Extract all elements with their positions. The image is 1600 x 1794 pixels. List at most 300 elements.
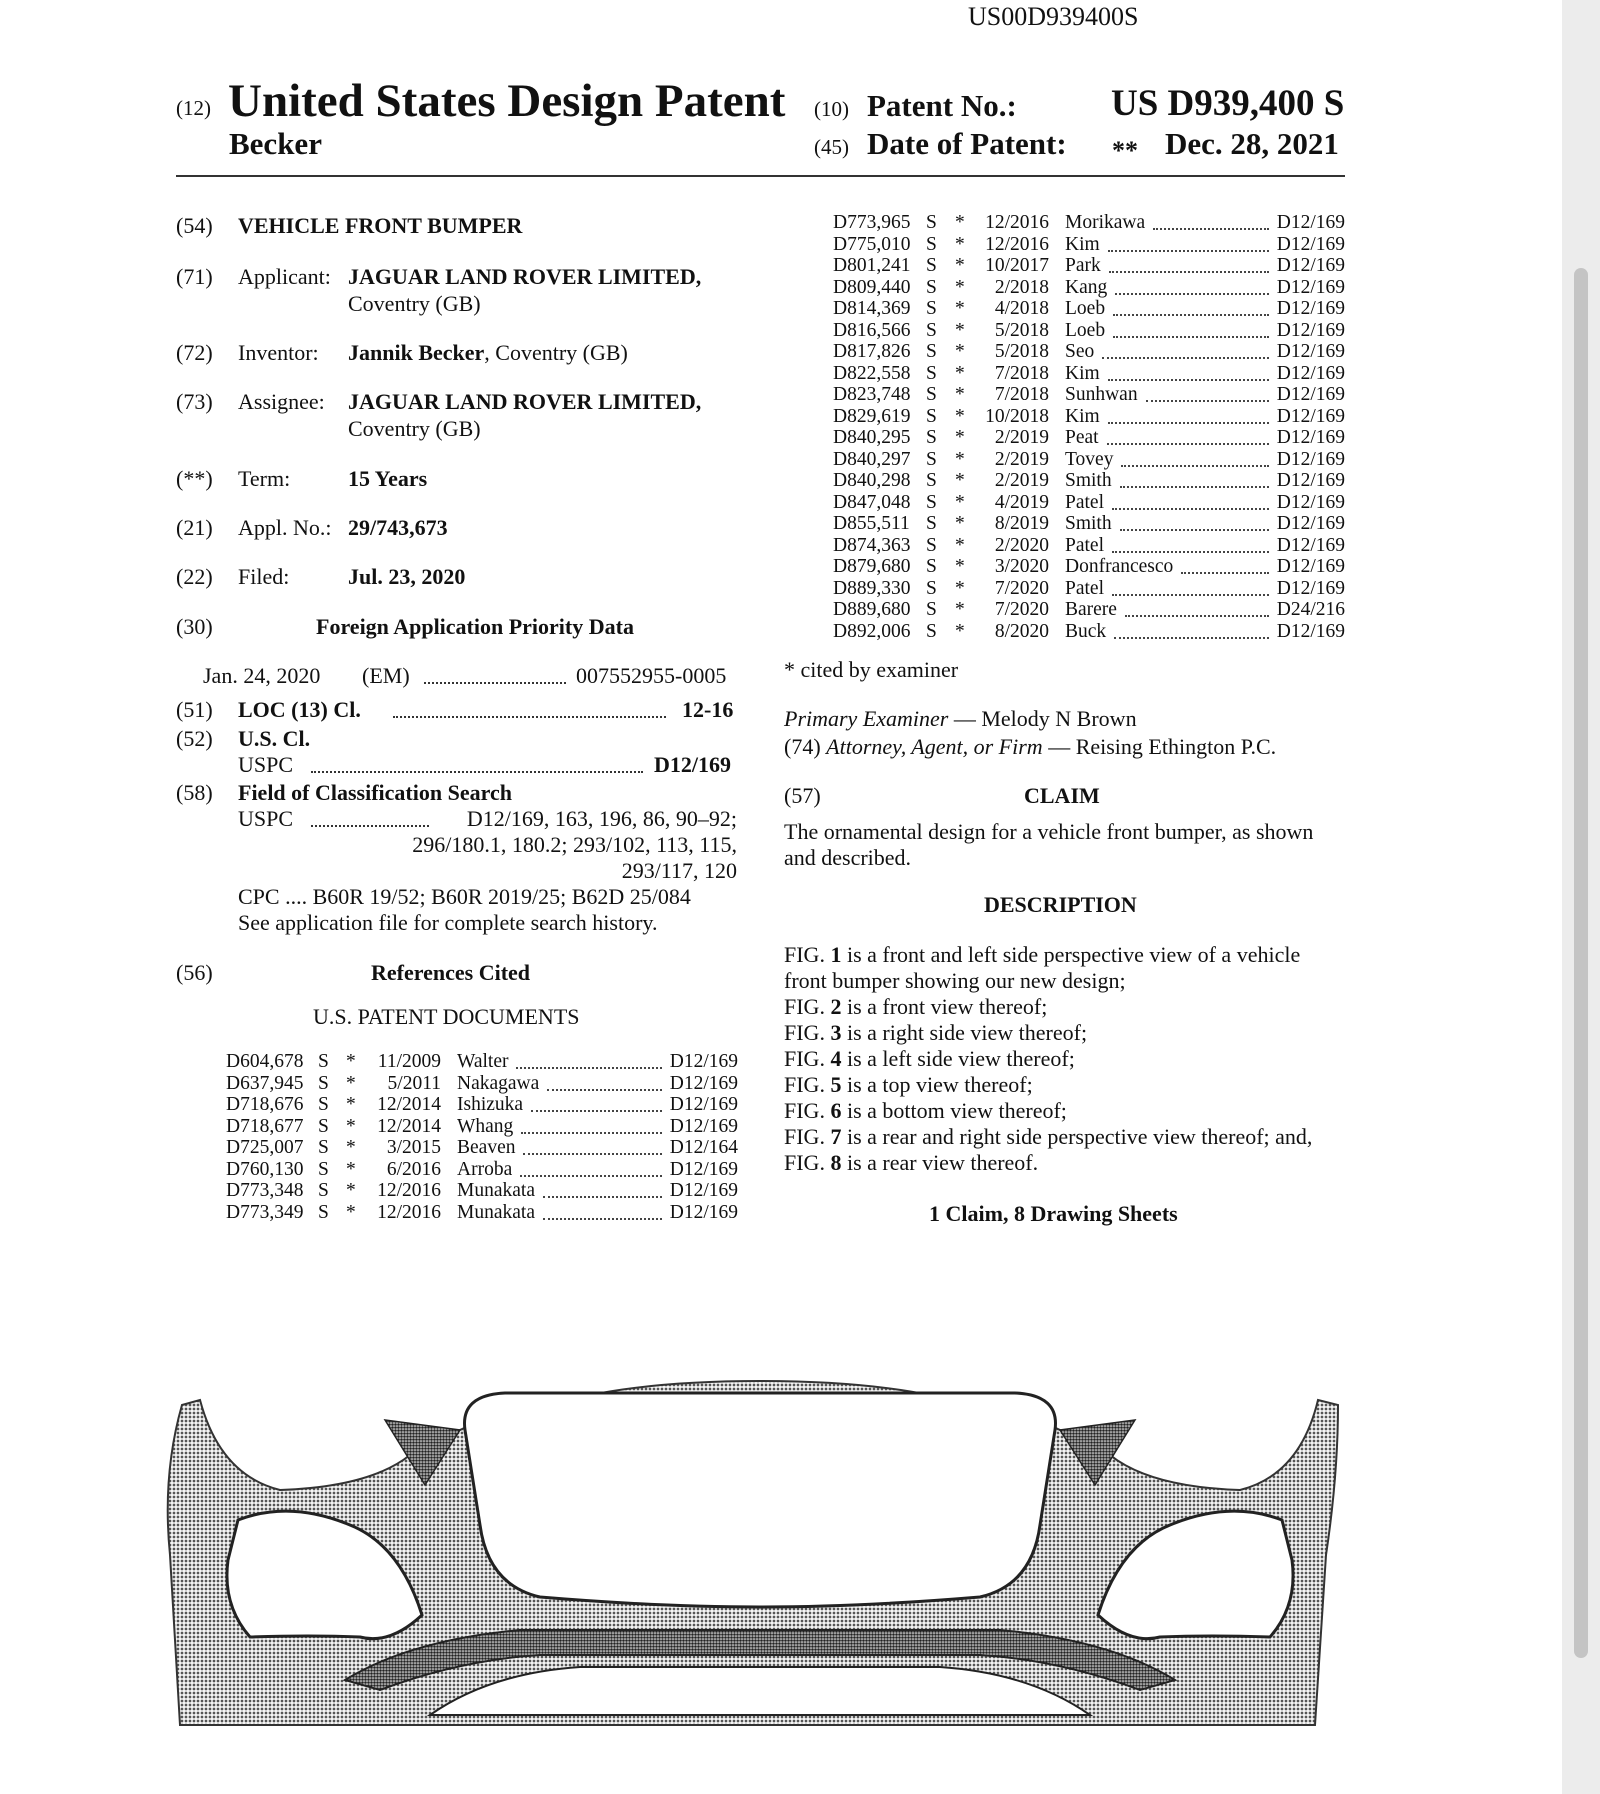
reference-leader: [521, 1132, 661, 1134]
attorney-name: Reising Ethington P.C.: [1075, 734, 1277, 759]
field-cpc: CPC .... B60R 19/52; B60R 2019/25; B62D 25/084: [238, 884, 691, 909]
assignee-label: Assignee:: [238, 389, 325, 414]
applicant-name: JAGUAR LAND ROVER LIMITED,: [348, 264, 702, 289]
reference-number: D829,619: [833, 405, 911, 427]
cited-star: *: [346, 1094, 356, 1115]
reference-leader: [1120, 529, 1269, 531]
reference-row: [833, 535, 1345, 557]
reference-date: 7/2020: [994, 599, 1049, 620]
reference-inventor: Arroba: [457, 1158, 513, 1180]
attorney-line: [784, 734, 1276, 760]
cited-star: *: [955, 276, 965, 298]
reference-leader: [1113, 314, 1269, 316]
reference-class: D12/164: [669, 1137, 738, 1158]
filed-label: Filed:: [238, 564, 290, 589]
description-line: [784, 1020, 1087, 1046]
reference-row: [833, 277, 1345, 299]
reference-leader: [1112, 508, 1269, 510]
reference-kind: S: [926, 405, 937, 427]
reference-leader: [523, 1153, 661, 1155]
claim-code: (57): [784, 783, 821, 808]
reference-leader: [1102, 357, 1269, 359]
attorney-dash: —: [1042, 734, 1076, 759]
reference-class: D12/169: [1276, 556, 1345, 577]
fig-description: is a top view thereof;: [841, 1072, 1033, 1097]
examiner-line: [784, 706, 1137, 732]
reference-inventor: Sunhwan: [1065, 384, 1138, 405]
priority-date: Jan. 24, 2020: [203, 663, 321, 688]
fig-prefix: FIG.: [784, 1020, 831, 1045]
reference-inventor: Whang: [457, 1115, 514, 1137]
reference-leader: [1121, 465, 1268, 467]
reference-inventor: Tovey: [1065, 448, 1114, 470]
reference-row: [833, 212, 1345, 234]
uscl-code: (52): [176, 726, 213, 751]
priority-code: (30): [176, 614, 213, 639]
reference-inventor: Seo: [1065, 341, 1095, 362]
fig-description: front bumper showing our new design;: [784, 968, 1126, 993]
field-code: (58): [176, 780, 213, 805]
reference-inventor: Beaven: [457, 1137, 516, 1158]
reference-row: [833, 599, 1345, 621]
code-45: (45): [814, 135, 849, 159]
refs-code: (56): [176, 960, 213, 985]
claim-text-2: and described.: [784, 845, 912, 870]
reference-class: D12/169: [669, 1201, 738, 1223]
reference-row: [833, 384, 1345, 406]
reference-kind: S: [926, 599, 937, 620]
title: VEHICLE FRONT BUMPER: [238, 213, 523, 238]
claim-heading: CLAIM: [1024, 783, 1100, 808]
reference-row: [833, 427, 1345, 449]
reference-row: [226, 1137, 738, 1159]
priority-office: (EM): [362, 663, 410, 688]
code-10: (10): [814, 97, 849, 121]
field-heading: Field of Classification Search: [238, 780, 512, 805]
uscl-leader: [311, 771, 643, 773]
reference-leader: [1108, 422, 1269, 424]
applicant-code: (71): [176, 264, 213, 289]
reference-date: 7/2018: [994, 362, 1049, 384]
reference-kind: S: [926, 233, 937, 255]
reference-date: 8/2020: [994, 620, 1049, 642]
reference-row: [833, 578, 1345, 600]
reference-class: D12/169: [1276, 212, 1345, 233]
reference-inventor: Smith: [1065, 513, 1112, 534]
cited-star: *: [346, 1072, 356, 1094]
reference-inventor: Kim: [1065, 233, 1100, 255]
reference-date: 3/2015: [386, 1137, 441, 1158]
reference-number: D855,511: [833, 513, 910, 534]
reference-number: D773,965: [833, 212, 911, 233]
reference-date: 6/2016: [386, 1158, 441, 1180]
reference-date: 12/2014: [377, 1115, 441, 1137]
reference-inventor: Patel: [1065, 577, 1104, 599]
patent-date: Dec. 28, 2021: [1165, 126, 1339, 161]
reference-number: D718,677: [226, 1115, 304, 1137]
reference-date: 5/2018: [994, 341, 1049, 362]
title-code: (54): [176, 213, 213, 238]
fig-number: 3: [830, 1020, 842, 1045]
reference-class: D12/169: [1276, 362, 1345, 384]
cited-star: *: [955, 448, 965, 470]
description-heading: DESCRIPTION: [984, 892, 1137, 917]
reference-kind: S: [926, 255, 937, 276]
reference-kind: S: [926, 341, 937, 362]
reference-class: D12/169: [1276, 405, 1345, 427]
reference-leader: [543, 1218, 662, 1220]
reference-kind: S: [926, 362, 937, 384]
cited-star: *: [955, 470, 965, 491]
reference-date: 12/2016: [985, 233, 1049, 255]
reference-date: 12/2014: [377, 1094, 441, 1115]
reference-number: D889,680: [833, 599, 911, 620]
cited-star: *: [955, 298, 965, 319]
description-line: [784, 1150, 1038, 1176]
reference-kind: S: [926, 212, 937, 233]
uscl-label: U.S. Cl.: [238, 726, 311, 751]
reference-number: D773,348: [226, 1180, 304, 1201]
appl-code: (21): [176, 515, 213, 540]
reference-number: D760,130: [226, 1158, 304, 1180]
reference-inventor: Patel: [1065, 534, 1104, 556]
document-id: US00D939400S: [968, 2, 1139, 31]
examiner-name: Melody N Brown: [981, 706, 1137, 731]
reference-number: D801,241: [833, 255, 911, 276]
inventor-city: , Coventry (GB): [484, 340, 628, 365]
description-line: [784, 994, 1047, 1020]
reference-kind: S: [926, 620, 937, 642]
fig-description: is a left side view thereof;: [841, 1046, 1075, 1071]
cited-note: * cited by examiner: [784, 657, 959, 682]
reference-class: D12/169: [669, 1094, 738, 1115]
applicant-label: Applicant:: [238, 264, 331, 289]
reference-inventor: Patel: [1065, 491, 1104, 513]
reference-kind: S: [926, 491, 937, 513]
reference-kind: S: [926, 513, 937, 534]
inventor-line: [348, 340, 628, 366]
assignee-code: (73): [176, 389, 213, 414]
reference-inventor: Munakata: [457, 1201, 535, 1223]
fig-description: is a right side view thereof;: [841, 1020, 1088, 1045]
cited-star: *: [955, 577, 965, 599]
reference-date: 4/2019: [994, 491, 1049, 513]
reference-kind: S: [318, 1201, 329, 1223]
reference-number: D816,566: [833, 319, 911, 341]
field-uspc-label: USPC: [238, 806, 294, 831]
reference-class: D12/169: [1276, 534, 1345, 556]
fig-number: 8: [830, 1150, 842, 1175]
reference-row: [833, 513, 1345, 535]
reference-row: [833, 449, 1345, 471]
cited-star: *: [955, 427, 965, 448]
cited-star: *: [346, 1115, 356, 1137]
reference-date: 2/2020: [994, 534, 1049, 556]
reference-number: D637,945: [226, 1072, 304, 1094]
cited-star: *: [346, 1051, 356, 1072]
reference-row: [833, 298, 1345, 320]
reference-row: [833, 234, 1345, 256]
reference-row: [833, 255, 1345, 277]
fig-description: is a front view thereof;: [841, 994, 1048, 1019]
reference-leader: [1107, 443, 1269, 445]
reference-leader: [516, 1067, 661, 1069]
fig-description: is a rear view thereof.: [841, 1150, 1039, 1175]
grille-opening: [465, 1393, 1056, 1607]
reference-kind: S: [318, 1072, 329, 1094]
reference-number: D879,680: [833, 556, 911, 577]
reference-date: 5/2011: [387, 1072, 441, 1094]
reference-inventor: Kang: [1065, 276, 1108, 298]
cited-star: *: [955, 255, 965, 276]
term-code: (**): [176, 466, 213, 491]
reference-number: D814,369: [833, 298, 911, 319]
cited-star: *: [955, 384, 965, 405]
reference-number: D809,440: [833, 276, 911, 298]
reference-class: D12/169: [1276, 233, 1345, 255]
reference-kind: S: [926, 534, 937, 556]
term-label: Term:: [238, 466, 291, 491]
description-line: [784, 1072, 1033, 1098]
fig-description: is a bottom view thereof;: [841, 1098, 1067, 1123]
examiner-label: Primary Examiner: [784, 706, 949, 731]
filed-code: (22): [176, 564, 213, 589]
description-line: [784, 942, 1300, 968]
reference-number: D823,748: [833, 384, 911, 405]
reference-kind: S: [926, 470, 937, 491]
fig-prefix: FIG.: [784, 1124, 831, 1149]
reference-row: [833, 621, 1345, 643]
reference-inventor: Park: [1065, 255, 1101, 276]
field-uspc-3: 293/117, 120: [621, 858, 737, 883]
cited-star: *: [955, 491, 965, 513]
loc-value: 12-16: [682, 697, 734, 722]
reference-class: D12/169: [1276, 255, 1345, 276]
reference-row: [226, 1202, 738, 1224]
reference-class: D12/169: [1276, 491, 1345, 513]
reference-kind: S: [926, 577, 937, 599]
priority-number: 007552955-0005: [576, 663, 727, 688]
reference-number: D840,298: [833, 470, 911, 491]
examiner-dash: —: [948, 706, 982, 731]
reference-date: 10/2018: [985, 405, 1049, 427]
cited-star: *: [346, 1180, 356, 1201]
reference-class: D24/216: [1276, 599, 1345, 620]
reference-inventor: Barere: [1065, 599, 1117, 620]
reference-date: 7/2018: [994, 384, 1049, 405]
reference-class: D12/169: [1276, 448, 1345, 470]
reference-kind: S: [318, 1094, 329, 1115]
fig-number: 1: [830, 942, 842, 967]
reference-class: D12/169: [1276, 341, 1345, 362]
cited-star: *: [955, 513, 965, 534]
attorney-label: Attorney, Agent, or Firm: [826, 734, 1043, 759]
cited-star: *: [955, 212, 965, 233]
reference-class: D12/169: [1276, 470, 1345, 491]
filed-value: Jul. 23, 2020: [348, 564, 466, 589]
fig-prefix: FIG.: [784, 942, 831, 967]
fig-prefix: FIG.: [784, 994, 831, 1019]
reference-inventor: Kim: [1065, 405, 1100, 427]
reference-leader: [1115, 293, 1269, 295]
description-line: [784, 968, 1126, 994]
reference-kind: S: [318, 1137, 329, 1158]
reference-row: [226, 1180, 738, 1202]
reference-leader: [1112, 551, 1269, 553]
cited-star: *: [955, 233, 965, 255]
reference-row: [833, 320, 1345, 342]
claim-text-1: The ornamental design for a vehicle front bumper, as shown: [784, 819, 1314, 844]
loc-label: LOC (13) Cl.: [238, 697, 361, 722]
reference-leader: [1112, 594, 1269, 596]
reference-date: 5/2018: [994, 319, 1049, 341]
reference-kind: S: [318, 1115, 329, 1137]
cited-star: *: [955, 620, 965, 642]
date-stars: **: [1112, 136, 1138, 165]
reference-kind: S: [318, 1158, 329, 1180]
reference-inventor: Walter: [457, 1051, 509, 1072]
reference-kind: S: [318, 1051, 329, 1072]
reference-date: 7/2020: [994, 577, 1049, 599]
field-uspc-1: D12/169, 163, 196, 86, 90–92;: [466, 806, 737, 831]
cited-star: *: [955, 319, 965, 341]
reference-kind: S: [926, 384, 937, 405]
date-label: Date of Patent:: [867, 126, 1067, 161]
inventor-label: Inventor:: [238, 340, 319, 365]
reference-row: [226, 1094, 738, 1116]
field-leader: [311, 825, 429, 827]
reference-row: [226, 1116, 738, 1138]
reference-date: 2/2019: [994, 448, 1049, 470]
inventor-surname: Becker: [229, 126, 322, 161]
term-value: 15 Years: [348, 466, 428, 491]
loc-leader: [393, 716, 666, 718]
description-line: [784, 1098, 1067, 1124]
code-12: (12): [176, 96, 211, 120]
claims-count: 1 Claim, 8 Drawing Sheets: [929, 1201, 1178, 1226]
header-rule: [176, 175, 1345, 177]
fig-number: 2: [830, 994, 842, 1019]
reference-row: [833, 406, 1345, 428]
uscl-sub: USPC: [238, 752, 294, 777]
reference-date: 10/2017: [985, 255, 1049, 276]
assignee-city: Coventry (GB): [348, 416, 481, 441]
reference-class: D12/169: [669, 1115, 738, 1137]
reference-leader: [1153, 228, 1269, 230]
reference-number: D725,007: [226, 1137, 304, 1158]
reference-inventor: Loeb: [1065, 319, 1106, 341]
reference-number: D604,678: [226, 1051, 304, 1072]
reference-inventor: Morikawa: [1065, 212, 1146, 233]
reference-inventor: Kim: [1065, 362, 1100, 384]
cited-star: *: [346, 1158, 356, 1180]
reference-class: D12/169: [1276, 384, 1345, 405]
loc-code: (51): [176, 697, 213, 722]
reference-leader: [1114, 637, 1269, 639]
uscl-value: D12/169: [654, 752, 731, 777]
reference-number: D874,363: [833, 534, 911, 556]
reference-leader: [547, 1089, 661, 1091]
assignee-name: JAGUAR LAND ROVER LIMITED,: [348, 389, 702, 414]
fig-number: 4: [830, 1046, 842, 1071]
fig-prefix: FIG.: [784, 1098, 831, 1123]
reference-row: [833, 556, 1345, 578]
cited-star: *: [955, 362, 965, 384]
reference-kind: S: [926, 556, 937, 577]
reference-number: D892,006: [833, 620, 911, 642]
reference-inventor: Munakata: [457, 1180, 535, 1201]
reference-number: D840,297: [833, 448, 911, 470]
priority-leader: [424, 682, 566, 684]
appl-value: 29/743,673: [348, 515, 448, 540]
reference-date: 3/2020: [994, 556, 1049, 577]
bumper-drawing: [160, 1375, 1360, 1735]
refs-heading: References Cited: [371, 960, 531, 985]
reference-row: [833, 492, 1345, 514]
reference-kind: S: [926, 427, 937, 448]
reference-number: D775,010: [833, 233, 911, 255]
reference-kind: S: [926, 319, 937, 341]
reference-inventor: Donfrancesco: [1065, 556, 1174, 577]
reference-class: D12/169: [1276, 276, 1345, 298]
field-uspc-2: 296/180.1, 180.2; 293/102, 113, 115,: [412, 832, 737, 857]
reference-number: D822,558: [833, 362, 911, 384]
reference-date: 8/2019: [994, 513, 1049, 534]
fig-description: is a rear and right side perspective view thereof; and,: [841, 1124, 1313, 1149]
reference-leader: [543, 1196, 662, 1198]
field-history: See application file for complete search history.: [238, 910, 658, 935]
reference-class: D12/169: [669, 1158, 738, 1180]
reference-date: 2/2018: [994, 276, 1049, 298]
reference-leader: [1125, 615, 1269, 617]
fig-number: 5: [830, 1072, 842, 1097]
reference-inventor: Buck: [1065, 620, 1107, 642]
reference-class: D12/169: [1276, 620, 1345, 642]
description-line: [784, 1046, 1075, 1072]
inventor-code: (72): [176, 340, 213, 365]
attorney-code: (74): [784, 734, 821, 759]
reference-kind: S: [318, 1180, 329, 1201]
reference-date: 2/2019: [994, 427, 1049, 448]
lower-opening: [430, 1667, 1090, 1715]
reference-class: D12/169: [669, 1051, 738, 1072]
reference-kind: S: [926, 448, 937, 470]
reference-number: D840,295: [833, 427, 911, 448]
reference-number: D889,330: [833, 577, 911, 599]
reference-class: D12/169: [1276, 319, 1345, 341]
fig-prefix: FIG.: [784, 1072, 831, 1097]
reference-date: 12/2016: [377, 1180, 441, 1201]
reference-date: 2/2019: [994, 470, 1049, 491]
cited-star: *: [955, 599, 965, 620]
reference-leader: [1120, 486, 1269, 488]
scrollbar-thumb[interactable]: [1574, 268, 1588, 1658]
reference-date: 12/2016: [377, 1201, 441, 1223]
appl-label: Appl. No.:: [238, 515, 332, 540]
reference-inventor: Smith: [1065, 470, 1112, 491]
reference-number: D847,048: [833, 491, 911, 513]
reference-row: [226, 1073, 738, 1095]
reference-class: D12/169: [1276, 427, 1345, 448]
reference-class: D12/169: [669, 1072, 738, 1094]
reference-row: [833, 363, 1345, 385]
reference-row: [833, 470, 1345, 492]
fig-number: 6: [830, 1098, 842, 1123]
inventor-name: Jannik Becker: [348, 340, 485, 365]
reference-number: D817,826: [833, 341, 911, 362]
cited-star: *: [346, 1137, 356, 1158]
reference-inventor: Peat: [1065, 427, 1099, 448]
